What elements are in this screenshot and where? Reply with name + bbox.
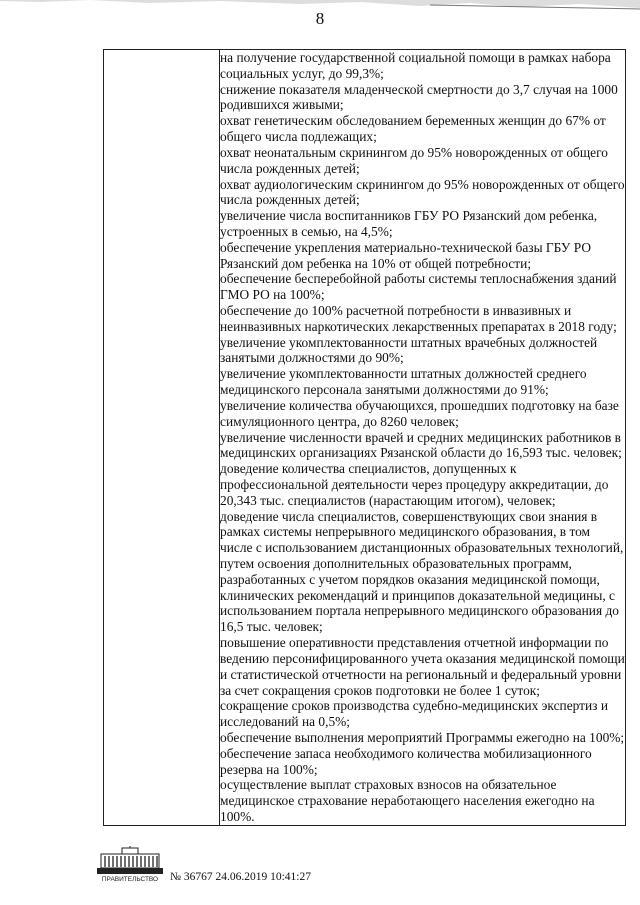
- list-item: обеспечение бесперебойной работы системы теплоснабжения зданий ГМО РО на 100%;: [220, 271, 617, 303]
- table-cell-indicators: [220, 50, 626, 826]
- list-item: увеличение укомплектованности штатных врачебных должностей занятыми должностями до 90%;: [220, 334, 598, 366]
- list-item: осуществление выплат страховых взносов на обязательное медицинское страхование неработающего населения ежегодно на 100%.: [220, 777, 595, 824]
- list-item: увеличение числа воспитанников ГБУ РО Рязанский дом ребенка, устроенных в семью, на 4,5%;: [220, 208, 598, 239]
- government-stamp-icon: [91, 846, 170, 884]
- list-item: сокращение сроков производства судебно-медицинских экспертиз и исследований на 0,5%;: [220, 698, 608, 730]
- list-item: увеличение количества обучающихся, прошедших подготовку на базе симуляционного центра, до 8260 человек;: [220, 397, 619, 429]
- registration-number: № 36767 24.06.2019 10:41:27: [170, 871, 311, 883]
- list-item: обеспечение выполнения мероприятий Программы ежегодно на 100%;: [220, 729, 625, 745]
- list-item: обеспечение до 100% расчетной потребности в инвазивных и неинвазивных наркотических лекарственных препаратах в 2018 году;: [220, 303, 617, 334]
- list-item: обеспечение укрепления материально-технической базы ГБУ РО Рязанский дом ребенка на 10% от общей потребности;: [220, 239, 592, 271]
- table-row: [104, 50, 626, 826]
- list-item: доведение количества специалистов, допущенных к профессиональной деятельности через процедуру аккредитации, до 20,343 тыс. специалистов (нарастающим итогом), человек;: [220, 461, 609, 508]
- list-item: на получение государственной социальной помощи в рамках набора социальных услуг, до 99,3%;: [220, 50, 611, 81]
- list-item: увеличение укомплектованности штатных должностей среднего медицинского персонала занятыми должностями до 91%;: [220, 366, 587, 398]
- list-item: обеспечение запаса необходимого количества мобилизационного резерва на 100%;: [220, 745, 592, 777]
- svg-text:ПРАВИТЕЛЬСТВО: ПРАВИТЕЛЬСТВО: [101, 876, 159, 883]
- list-item: увеличение численности врачей и средних медицинских работников в медицинских организациях Рязанской области до 16,593 тыс. человек;: [220, 429, 622, 461]
- table-cell-left-empty: [104, 50, 220, 826]
- list-item: доведение числа специалистов, совершенствующих свои знания в рамках системы непрерывного медицинского образования, в том числе с использованием дистанционных образовательных технологий, путем освоения дополнительных образовательных программ, разработанных с учетом порядков оказания медицинской помощи, клинических рекомендаций и принципов доказательной медицины, с использованием портала непрерывного медицинского образования до 16,5 тыс. человек;: [220, 508, 624, 635]
- page-number: 8: [315, 9, 325, 28]
- list-item: охват генетическим обследованием беременных женщин до 67% от общего числа подлежащих;: [220, 113, 606, 145]
- list-item: охват аудиологическим скринингом до 95% новорожденных от общего числа рожденных детей;: [220, 176, 625, 208]
- list-item: повышение оперативности представления отчетной информации по ведению персонифицированного учета оказания медицинской помощи и статистической отчетности на региональный и федеральный уровни за счет сокращения сроков подготовки не более 1 суток;: [220, 635, 625, 698]
- list-item: снижение показателя младенческой смертности до 3,7 случая на 1000 родившихся живыми;: [220, 81, 618, 113]
- document-table: [103, 49, 626, 826]
- list-item: охват неонатальным скринингом до 95% новорожденных от общего числа рожденных детей;: [220, 144, 608, 176]
